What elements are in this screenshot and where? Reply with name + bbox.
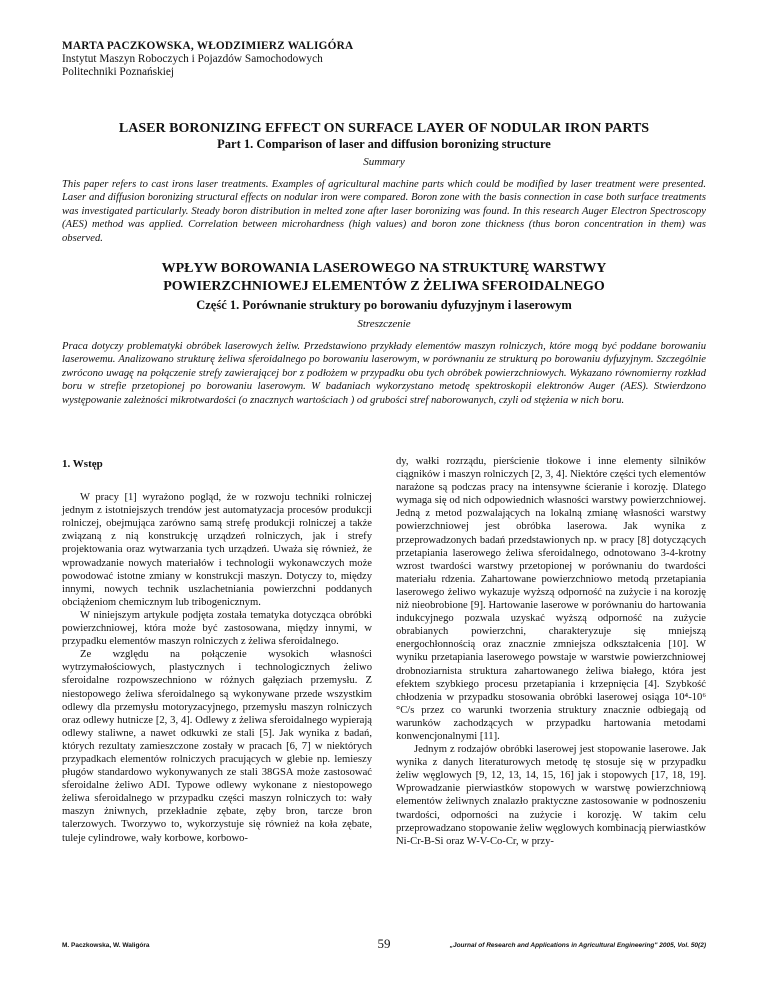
paragraph-text-tail: przez co warunki tworzenia struktury znacznie odbiegają od warunków zachodzących w przypadku hartowania metodami konwencjonalnymi [11]. [396,704,706,742]
paragraph: Ze względu na połączenie wysokich własności wytrzymałościowych, plastycznych i technologicznych żeliwo sferoidalne rozpowszechniono w różnych gałęziach przemysłu. Z niestopowego żeliwa sferoidalnego są wykonywane przede wszystkim odlewy dla przemysłu motoryzacyjnego, przemysłu maszyn rolniczych oraz odlewy hutnicze [2, 3, 4]. Odlewy z żeliwa sferoidalnego wypierają odlewy staliwne, a nawet odkuwki ze stali [5]. Jak wynika z badań, których rezultaty zamieszczone zostały w pracach [6, 7] w niektórych przypadkach elementów rolniczych pracujących w glebie np. lemieszy pługów standardowo wykonywanych ze stali 38GSA może zastosować sferoidalne żeliwo ADI. Typowe odlewy wykonane z niestopowego żeliwa sferoidalnego w przypadku części maszyn rolniczych to: wały maszyn żniwnych, przekładnie zębate, zęby bron, tarcze bron talerzowych. Tworzywo to, wykorzystuje się również na koła zębate, tuleje cylindrowe, wały korbowe, korbowo- [62,649,372,844]
polish-abstract: Praca dotyczy problematyki obróbek laserowych żeliw. Przedstawiono przykłady elementów maszyn rolniczych, które mogą być poddane borowaniu laserowemu. Analizowano strukturę żeliwa sferoidalnego po borowaniu laserowym, w porównaniu ze strukturą po borowaniu dyfuzyjnym. Szczególnie zwrócono uwagę na połączenie strefy zawierającej bor z podłożem w przypadku obu tych obróbek powierzchniowych. Wykazano równomierny rozkład boru w strefie przetopionej po borowaniu laserowym. W badaniach wykorzystano metodę spektroskopii elektronów Auger (AES). Stwierdzono występowanie zależności mikrotwardości (o znacznych wartościach ) od grubości stref naborowanych, czyli od stężenia w nich boru. [62,341,706,406]
section-heading: 1. Wstęp [62,458,103,470]
paragraph-text: dy, wałki rozrządu, pierścienie tłokowe i inne elementy silników ciągników i maszyn rolniczych [2, 3, 4]. Niektóre części tych elementów narażone są podczas pracy na intensywne ścieranie i korozję. Dlatego wymaga się od nich odpowiednich własności warstwy powierzchniowej. Jedną z metod pozwalających na lokalną zmianę własności warstwy powierzchniowej jest obróbka laserowa. Jak wynika z przeprowadzonych badań przedstawionych np. w pracy [8] dotyczących przetapiania laserowego żeliwa sferoidalnego, odnotowano 3-4-krotny wzrost twardości warstwy przetopionej w porównaniu do twardości materiału rdzenia. Zahartowane powierzchniowo metodą przetapiania laserowego żeliwo wykazuje wyższą odporność na zużycie i na korozję niż nieobrobione [9]. Hartowanie laserowe w porównaniu do hartowania indukcyjnego pozwala uzyskać wyższą odporność na zużycie obrabianych powierzchni, charakteryzuje się mniejszą energochłonnością oraz znacznie zmniejsza odkształcenia [10]. W wyniku przetapiania laserowego powstaje w warstwie powierzchniowej drobnoziarnista struktura zahartowanego żeliwa białego, która jest efektem szybkiego procesu przetapiania i krzepnięcia [4]. Szybkość chłodzenia w przypadku stosowania obróbki laserowej osiąga [396,456,706,703]
paragraph [396,455,706,743]
english-title: LASER BORONIZING EFFECT ON SURFACE LAYER OF NODULAR IRON PARTS [118,121,650,136]
author-names: MARTA PACZKOWSKA, WŁODZIMIERZ WALIGÓRA [62,40,354,52]
left-column [62,455,372,845]
paragraph: W niniejszym artykule podjęta została tematyka dotycząca obróbki powierzchniowej, która może być zastosowana, między innymi, w przypadku elementów maszyn rolniczych z żeliwa sferoidalnego. [62,609,372,648]
english-subtitle: Part 1. Comparison of laser and diffusion boronizing structure [217,137,551,151]
polish-title-line-1: WPŁYW BOROWANIA LASEROWEGO NA STRUKTURĘ WARSTWY [161,261,607,276]
affiliation-line-2: Politechniki Poznańskiej [62,66,175,78]
cooling-rate: 10⁴-10⁶ °C/s [396,691,707,716]
footer-journal: „Journal of Research and Applications in Agricultural Engineering" 2005, Vol. 50(2) [449,942,706,949]
page-number: 59 [377,936,391,951]
summary-heading: Summary [363,156,405,168]
author-block [62,40,353,79]
paragraph: Jednym z rodzajów obróbki laserowej jest stopowanie laserowe. Jak wynika z danych literaturowych metodę tę stosuje się w przypadku żeliw węglowych [9, 12, 13, 14, 15, 16] jak i stopowych [17, 18, 19]. Wprowadzanie pierwiastków stopowych w warstwę powierzchniową elementów żeliwnych znalazło praktyczne zastosowanie w podnoszeniu twardości, odporności na zużycie i korozję. W takim celu przeprowadzano stopowanie żeliw węglowych kombinacją pierwiastków Ni-Cr-B-Si oraz W-V-Co-Cr, w przy- [396,744,706,847]
polish-title-line-2: POWIERZCHNIOWEJ ELEMENTÓW Z ŻELIWA SFEROIDALNEGO [163,279,605,294]
streszczenie-heading: Streszczenie [357,318,411,330]
right-column [396,455,706,848]
affiliation-line-1: Instytut Maszyn Roboczych i Pojazdów Samochodowych [62,53,323,65]
polish-subtitle: Część 1. Porównanie struktury po borowaniu dyfuzyjnym i laserowym [196,298,572,312]
english-abstract: This paper refers to cast irons laser treatments. Examples of agricultural machine parts which could be modified by laser treatment were presented. Laser and diffusion boronizing structural effects on nodular iron were compared. Boron zone with the basis connection in case both surface treatments was investigated particularly. Steady boron distribution in melted zone after laser boronizing was found. In this research Auger Electron Spectroscopy (AES) method was applied. Correlation between microhardness (high values) and boron zone thickness (thus boron concentration in them) was observed. [62,179,706,244]
footer-authors: M. Paczkowska, W. Waligóra [62,942,150,949]
paragraph: W pracy [1] wyrażono pogląd, że w rozwoju techniki rolniczej jednym z istotniejszych trendów jest automatyzacja procesów produkcji rolniczej, obejmująca zarówno samą strefę produkcji rolniczej a także związaną z nią konstrukcję urządzeń rolniczych, jak i strefy projektowania oraz wytwarzania tych urządzeń. Uważa się również, że wprowadzanie nowych materiałów i technologii wykonawczych może powodować istotne zmiany w konstrukcji maszyn. Dotyczy to, między innymi, nowych technik uszlachetniania powierzchni poddanych obciążeniom chemicznym lub tribogenicznym. [62,492,372,608]
